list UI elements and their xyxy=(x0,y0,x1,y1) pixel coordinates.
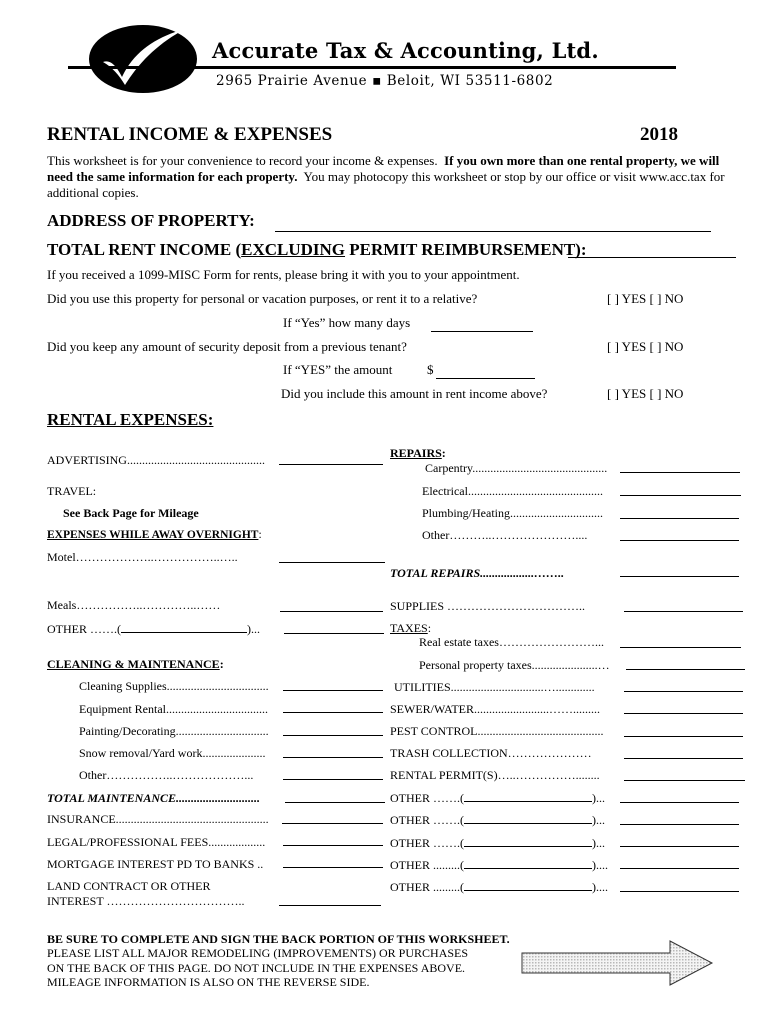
deposit-amount-field[interactable] xyxy=(436,378,535,379)
plumbing-label: Plumbing/Heating............................... xyxy=(422,506,603,520)
carpentry-field[interactable] xyxy=(620,472,740,473)
painting-field[interactable] xyxy=(283,735,383,736)
other-left-label: OTHER …….( )... xyxy=(47,622,260,636)
pest-control-field[interactable] xyxy=(624,736,743,737)
total-repairs-field[interactable] xyxy=(620,576,739,577)
real-estate-taxes-field[interactable] xyxy=(620,647,741,648)
cleaning-supplies-label: Cleaning Supplies.................................. xyxy=(79,679,269,693)
arrow-right-icon xyxy=(520,938,716,988)
personal-property-taxes-field[interactable] xyxy=(626,669,745,670)
other-right-field-2[interactable] xyxy=(620,824,739,825)
electrical-field[interactable] xyxy=(620,495,741,496)
snow-removal-field[interactable] xyxy=(283,757,383,758)
footer-line-2: ON THE BACK OF THIS PAGE. DO NOT INCLUDE IN THE EXPENSES ABOVE. xyxy=(47,961,466,975)
sewer-water-field[interactable] xyxy=(624,713,743,714)
header-rule xyxy=(68,66,676,69)
insurance-label: INSURANCE................................................... xyxy=(47,812,269,826)
equipment-rental-field[interactable] xyxy=(283,712,383,713)
deposit-yes-no[interactable]: [ ] YES [ ] NO xyxy=(607,339,684,354)
other-right-label-4: OTHER .........( ).... xyxy=(390,858,608,872)
meals-field[interactable] xyxy=(280,611,383,612)
address-field[interactable] xyxy=(275,231,711,232)
cleaning-maintenance-heading: CLEANING & MAINTENANCE: xyxy=(47,657,224,671)
other-maintenance-label: Other……………..………………... xyxy=(79,768,254,782)
utilities-label: UTILITIES...............................…............. xyxy=(394,680,595,694)
land-contract-field[interactable] xyxy=(279,905,381,906)
insurance-field[interactable] xyxy=(282,823,383,824)
intro-paragraph xyxy=(47,153,737,201)
deposit-amount-label: If “YES” the amount xyxy=(283,362,393,377)
company-name: Accurate Tax & Accounting, Ltd. xyxy=(212,38,599,63)
other-right-field-4[interactable] xyxy=(620,868,739,869)
land-contract-label: LAND CONTRACT OR OTHER xyxy=(47,879,211,893)
how-many-days-field[interactable] xyxy=(431,331,533,332)
other-right-field-3[interactable] xyxy=(620,846,739,847)
intro-bold-text: If you own more than one rental property, we will need the same information for each property. xyxy=(47,153,720,184)
legal-fees-label: LEGAL/PROFESSIONAL FEES................... xyxy=(47,835,266,849)
dollar-sign: $ xyxy=(427,362,434,377)
away-overnight-label: EXPENSES WHILE AWAY OVERNIGHT: xyxy=(47,529,262,541)
rent-income-field[interactable] xyxy=(568,257,736,258)
sign-back-notice: BE SURE TO COMPLETE AND SIGN THE BACK PORTION OF THIS WORKSHEET. xyxy=(47,932,510,946)
snow-removal-label: Snow removal/Yard work..................... xyxy=(79,746,266,760)
page-title: RENTAL INCOME & EXPENSES xyxy=(47,124,333,145)
footer-line-3: MILEAGE INFORMATION IS ALSO ON THE REVERSE SIDE. xyxy=(47,975,370,989)
tax-year: 2018 xyxy=(640,124,678,145)
advertising-label: ADVERTISING.............................................. xyxy=(47,453,265,467)
taxes-heading: TAXES: xyxy=(390,621,432,635)
checkmark-logo-icon xyxy=(85,15,205,95)
advertising-field[interactable] xyxy=(279,464,383,465)
other-right-description-2[interactable] xyxy=(464,812,592,824)
motel-label: Motel………………..……………..….. xyxy=(47,550,238,564)
supplies-label: SUPPLIES …………………………….. xyxy=(390,599,586,613)
see-back-note: See Back Page for Mileage xyxy=(63,506,199,520)
other-right-label-5: OTHER .........( ).... xyxy=(390,880,608,894)
intro-text: This worksheet is for your convenience to record your income & expenses. xyxy=(47,153,438,168)
other-right-label-3: OTHER …….( )... xyxy=(390,836,605,850)
rental-permit-field[interactable] xyxy=(624,780,745,781)
security-deposit-question: Did you keep any amount of security deposit from a previous tenant? xyxy=(47,339,407,354)
total-repairs-label: TOTAL REPAIRS..................…….. xyxy=(390,566,565,580)
trash-collection-label: TRASH COLLECTION………………… xyxy=(390,746,592,760)
total-maintenance-field[interactable] xyxy=(285,802,385,803)
mortgage-interest-field[interactable] xyxy=(283,867,383,868)
supplies-field[interactable] xyxy=(624,611,743,612)
carpentry-label: Carpentry............................................. xyxy=(425,461,608,475)
other-right-field-1[interactable] xyxy=(620,802,739,803)
trash-collection-field[interactable] xyxy=(624,758,743,759)
real-estate-taxes-label: Real estate taxes……………………... xyxy=(419,635,604,649)
other-right-description-3[interactable] xyxy=(464,835,592,847)
other-right-label-1: OTHER …….( )... xyxy=(390,791,605,805)
pest-control-label: PEST CONTROL.......................................... xyxy=(390,724,604,738)
cleaning-supplies-field[interactable] xyxy=(283,690,383,691)
utilities-field[interactable] xyxy=(624,691,743,692)
included-yes-no[interactable]: [ ] YES [ ] NO xyxy=(607,386,684,401)
intro-text-2: You may photocopy this worksheet or stop by our office or visit www.acc.tax for additional copies. xyxy=(47,169,725,200)
equipment-rental-label: Equipment Rental.................................. xyxy=(79,702,268,716)
other-maintenance-field[interactable] xyxy=(283,779,383,780)
personal-use-question: Did you use this property for personal or vacation purposes, or rent it to a relative? xyxy=(47,291,478,306)
form-1099-note: If you received a 1099-MISC Form for rents, please bring it with you to your appointment. xyxy=(47,267,520,282)
land-contract-interest-label: INTEREST …………………………….. xyxy=(47,894,245,908)
personal-use-yes-no[interactable]: [ ] YES [ ] NO xyxy=(607,291,684,306)
other-right-description-5[interactable] xyxy=(464,879,592,891)
legal-fees-field[interactable] xyxy=(283,845,383,846)
plumbing-field[interactable] xyxy=(620,518,739,519)
meals-label: Meals……………..…………..…… xyxy=(47,598,221,612)
company-address: 2965 Prairie Avenue ▪ Beloit, WI 53511-6802 xyxy=(216,73,554,89)
rental-permit-label: RENTAL PERMIT(S)…..……………........ xyxy=(390,768,600,782)
sewer-water-label: SEWER/WATER.........................……......... xyxy=(390,702,600,716)
motel-field[interactable] xyxy=(279,562,385,563)
other-right-description-1[interactable] xyxy=(464,790,592,802)
personal-property-taxes-label: Personal property taxes......................… xyxy=(419,658,610,672)
travel-label: TRAVEL: xyxy=(47,484,97,498)
total-maintenance-label: TOTAL MAINTENANCE............................ xyxy=(47,791,261,805)
rent-income-label: TOTAL RENT INCOME (EXCLUDING PERMIT REIMBURSEMENT): xyxy=(47,240,587,259)
mortgage-interest-label: MORTGAGE INTEREST PD TO BANKS .. xyxy=(47,857,264,871)
repairs-heading: REPAIRS: xyxy=(390,446,446,460)
other-right-description-4[interactable] xyxy=(464,857,592,869)
other-right-label-2: OTHER …….( )... xyxy=(390,813,605,827)
other-left-description[interactable] xyxy=(121,621,247,633)
other-left-field[interactable] xyxy=(284,633,384,634)
other-repairs-field[interactable] xyxy=(620,540,739,541)
painting-label: Painting/Decorating............................... xyxy=(79,724,269,738)
company-logo xyxy=(85,15,205,95)
other-right-field-5[interactable] xyxy=(620,891,739,892)
address-label: ADDRESS OF PROPERTY: xyxy=(47,211,255,230)
footer-line-1: PLEASE LIST ALL MAJOR REMODELING (IMPROVEMENTS) OR PURCHASES xyxy=(47,946,469,960)
other-repairs-label: Other………..………………….... xyxy=(422,528,588,542)
how-many-days-label: If “Yes” how many days xyxy=(283,315,411,330)
included-question: Did you include this amount in rent income above? xyxy=(281,386,548,401)
rental-expenses-heading: RENTAL EXPENSES: xyxy=(47,410,214,429)
electrical-label: Electrical............................................. xyxy=(422,484,603,498)
